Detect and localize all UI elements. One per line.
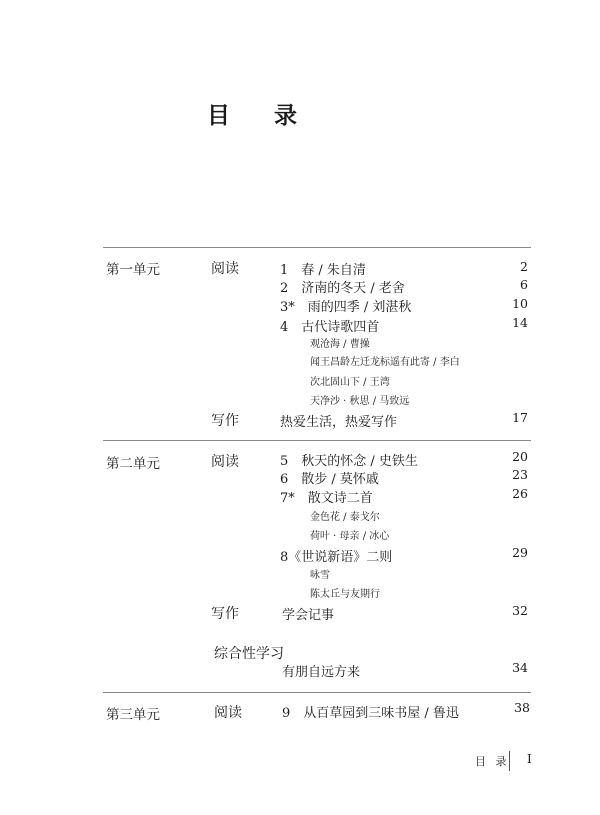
toc-entry[interactable]: 3* 雨的四季 / 刘湛秋 (280, 300, 412, 315)
toc-entry[interactable]: 1 春 / 朱自清 (280, 263, 366, 278)
toc-entry[interactable]: 4 古代诗歌四首 (280, 320, 380, 335)
unit-name: 第二单元 (106, 456, 160, 472)
toc-entry[interactable]: 9 从百草园到三味书屋 / 鲁迅 (282, 706, 459, 721)
page-number: 20 (512, 449, 528, 464)
page-number: 23 (512, 467, 528, 482)
poem-entry[interactable]: 次北固山下 / 王湾 (310, 377, 390, 388)
unit-name: 第三单元 (106, 707, 160, 723)
page-number: 34 (512, 660, 528, 675)
poem-entry[interactable]: 咏雪 (310, 570, 330, 581)
reading-label: 阅读 (211, 454, 239, 470)
footer-page-number: I (527, 752, 532, 766)
poem-entry[interactable]: 金色花 / 泰戈尔 (310, 512, 380, 523)
unit-divider (103, 440, 531, 441)
page-number: 14 (512, 315, 528, 330)
toc-entry[interactable]: 8《世说新语》二则 (280, 550, 393, 565)
toc-entry[interactable]: 7* 散文诗二首 (280, 491, 373, 506)
page-number: 32 (512, 603, 528, 618)
page-number: 29 (512, 545, 528, 560)
reading-label: 阅读 (211, 261, 239, 277)
poem-entry[interactable]: 闻王昌龄左迁龙标遥有此寄 / 李白 (310, 357, 460, 368)
unit-divider (103, 692, 531, 693)
page-title: 目 录 (207, 102, 316, 129)
unit-divider (103, 247, 531, 248)
unit-name: 第一单元 (106, 262, 160, 278)
writing-entry[interactable]: 热爱生活，热爱写作 (280, 415, 398, 430)
writing-label: 写作 (211, 606, 239, 622)
poem-entry[interactable]: 陈太丘与友期行 (310, 589, 380, 600)
writing-label: 写作 (211, 413, 239, 429)
reading-label: 阅读 (214, 705, 242, 721)
toc-entry[interactable]: 5 秋天的怀念 / 史铁生 (280, 454, 418, 469)
poem-entry[interactable]: 观沧海 / 曹操 (310, 339, 370, 350)
footer-label: 目 录 (475, 755, 510, 768)
footer-divider (509, 751, 510, 771)
writing-entry[interactable]: 学会记事 (282, 608, 335, 623)
poem-entry[interactable]: 荷叶 · 母亲 / 冰心 (310, 531, 390, 542)
poem-entry[interactable]: 天净沙 · 秋思 / 马致远 (310, 396, 410, 407)
page-number: 6 (520, 277, 528, 292)
page-number: 38 (514, 700, 530, 715)
page-number: 17 (512, 410, 528, 425)
toc-entry[interactable]: 2 济南的冬天 / 老舍 (280, 281, 405, 296)
page-number: 26 (512, 486, 528, 501)
comprehensive-entry[interactable]: 有朋自远方来 (282, 665, 361, 680)
page-number: 2 (520, 259, 528, 274)
comprehensive-learning-label: 综合性学习 (214, 646, 284, 662)
page-number: 10 (512, 296, 528, 311)
toc-entry[interactable]: 6 散步 / 莫怀戚 (280, 472, 379, 487)
